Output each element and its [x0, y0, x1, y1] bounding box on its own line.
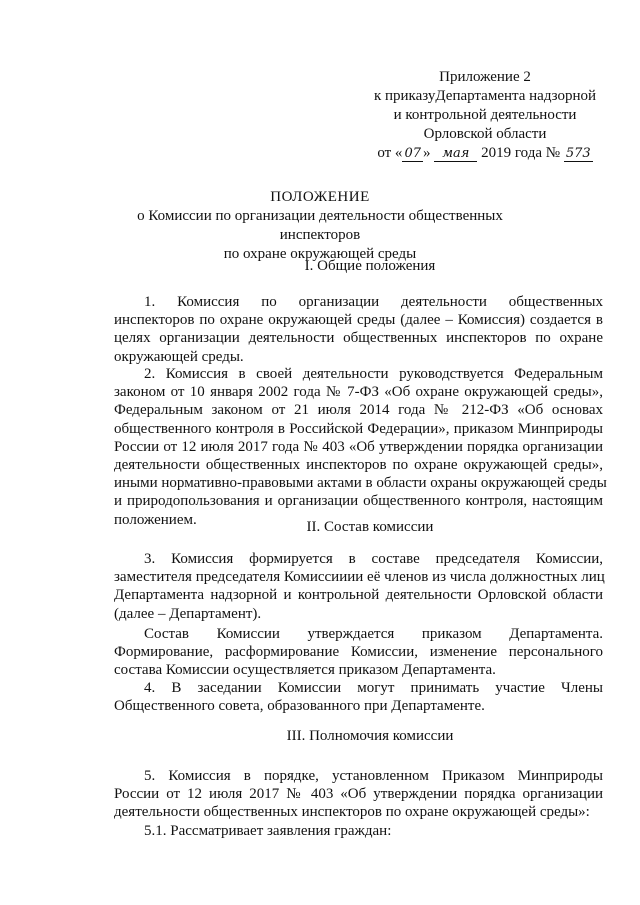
paragraph-1-line: 1. Комиссия по организации деятельности общественных	[144, 294, 603, 310]
paragraph-2-line: положением.	[114, 511, 197, 528]
date-month: мая	[434, 146, 477, 162]
appendix-line-4: Орловской области	[423, 126, 547, 142]
paragraph-2-line: Федеральным законом от 21 июля 2014 года № 212-ФЗ «Об основах	[114, 402, 603, 419]
appendix-date-line	[360, 144, 610, 163]
section-heading-2: II. Состав комиссии	[306, 519, 434, 535]
paragraph-5	[114, 767, 603, 822]
title-subtitle-1: о Комиссии по организации деятельности общественных инспекторов	[137, 208, 503, 243]
paragraph-2	[114, 365, 607, 529]
appendix-line-2: к приказуДепартамента надзорной	[373, 88, 597, 104]
appendix-line-3: и контрольной деятельности	[393, 107, 577, 123]
paragraph-1-line: инспекторов по охране окружающей среды (далее – Комиссия) создается в	[114, 312, 603, 329]
paragraph-2-line: общественного контроля в Российской Федерации», приказом Минприроды	[114, 420, 603, 437]
paragraph-3b-line: Состав Комиссии утверждается приказом Департамента.	[144, 626, 603, 642]
paragraph-2-line: деятельности общественных инспекторов по охране окружающей среды»,	[114, 457, 603, 474]
appendix-block	[360, 68, 610, 163]
paragraph-2-line: законом от 10 января 2002 года № 7-ФЗ «Об охране окружающей среды»,	[114, 384, 603, 401]
order-number: 573	[565, 146, 591, 161]
paragraph-3	[114, 550, 603, 623]
paragraph-3b-line: Формирование, расформирование Комиссии, изменение персонального	[114, 644, 603, 661]
paragraph-3b	[114, 625, 603, 680]
title-heading: ПОЛОЖЕНИЕ	[270, 189, 370, 205]
paragraph-2-line: 2. Комиссия в своей деятельности руководствуется Федеральным	[144, 366, 603, 382]
paragraph-2-line: и природопользования и организации общественного контроля, настоящим	[114, 493, 603, 510]
date-day: 07	[404, 146, 421, 161]
paragraph-5-1-line: 5.1. Рассматривает заявления граждан:	[144, 823, 392, 839]
paragraph-3-line: заместителя председателя Комиссииии её членов из числа должностных лиц	[114, 569, 605, 586]
title-subtitle-2: по охране окружающей среды	[223, 246, 417, 262]
paragraph-3b-line: состава Комиссии осуществляется приказом Департамента.	[114, 662, 496, 679]
paragraph-3-line: (далее – Департамент).	[114, 605, 262, 622]
date-year: 2019 года №	[481, 145, 561, 161]
paragraph-1-line: окружающей среды.	[114, 348, 244, 365]
date-prefix: от «	[377, 145, 403, 161]
paragraph-5-line: России от 12 июля 2017 № 403 «Об утверждении порядка организации	[114, 786, 603, 803]
section-heading-1: I. Общие положения	[304, 258, 436, 274]
paragraph-3-line: 3. Комиссия формируется в составе председателя Комиссии,	[144, 551, 603, 567]
paragraph-1	[114, 293, 603, 366]
paragraph-5-line: деятельности общественных инспекторов по охране окружающей среды»:	[114, 804, 590, 821]
paragraph-3-line: Департамента надзорной и контрольной деятельности Орловской области	[114, 587, 603, 604]
paragraph-5-1	[144, 822, 604, 840]
paragraph-1-line: целях организации деятельности общественных инспекторов по охране	[114, 330, 603, 347]
appendix-line-1: Приложение 2	[439, 69, 531, 85]
section-heading-3: III. Полномочия комиссии	[286, 728, 454, 744]
date-mid: »	[422, 145, 431, 161]
document-title	[110, 188, 530, 264]
paragraph-2-line: России от 12 июля 2017 года № 403 «Об утверждении порядка организации	[114, 438, 603, 455]
paragraph-4	[114, 679, 603, 715]
paragraph-5-line: 5. Комиссия в порядке, установленном Приказом Минприроды	[144, 768, 603, 784]
paragraph-4-line: 4. В заседании Комиссии могут принимать участие Члены	[144, 680, 603, 696]
paragraph-2-line: иными нормативно-правовыми актами в области охраны окружающей среды	[114, 475, 607, 492]
paragraph-4-line: Общественного совета, образованного при Департаменте.	[114, 698, 485, 715]
